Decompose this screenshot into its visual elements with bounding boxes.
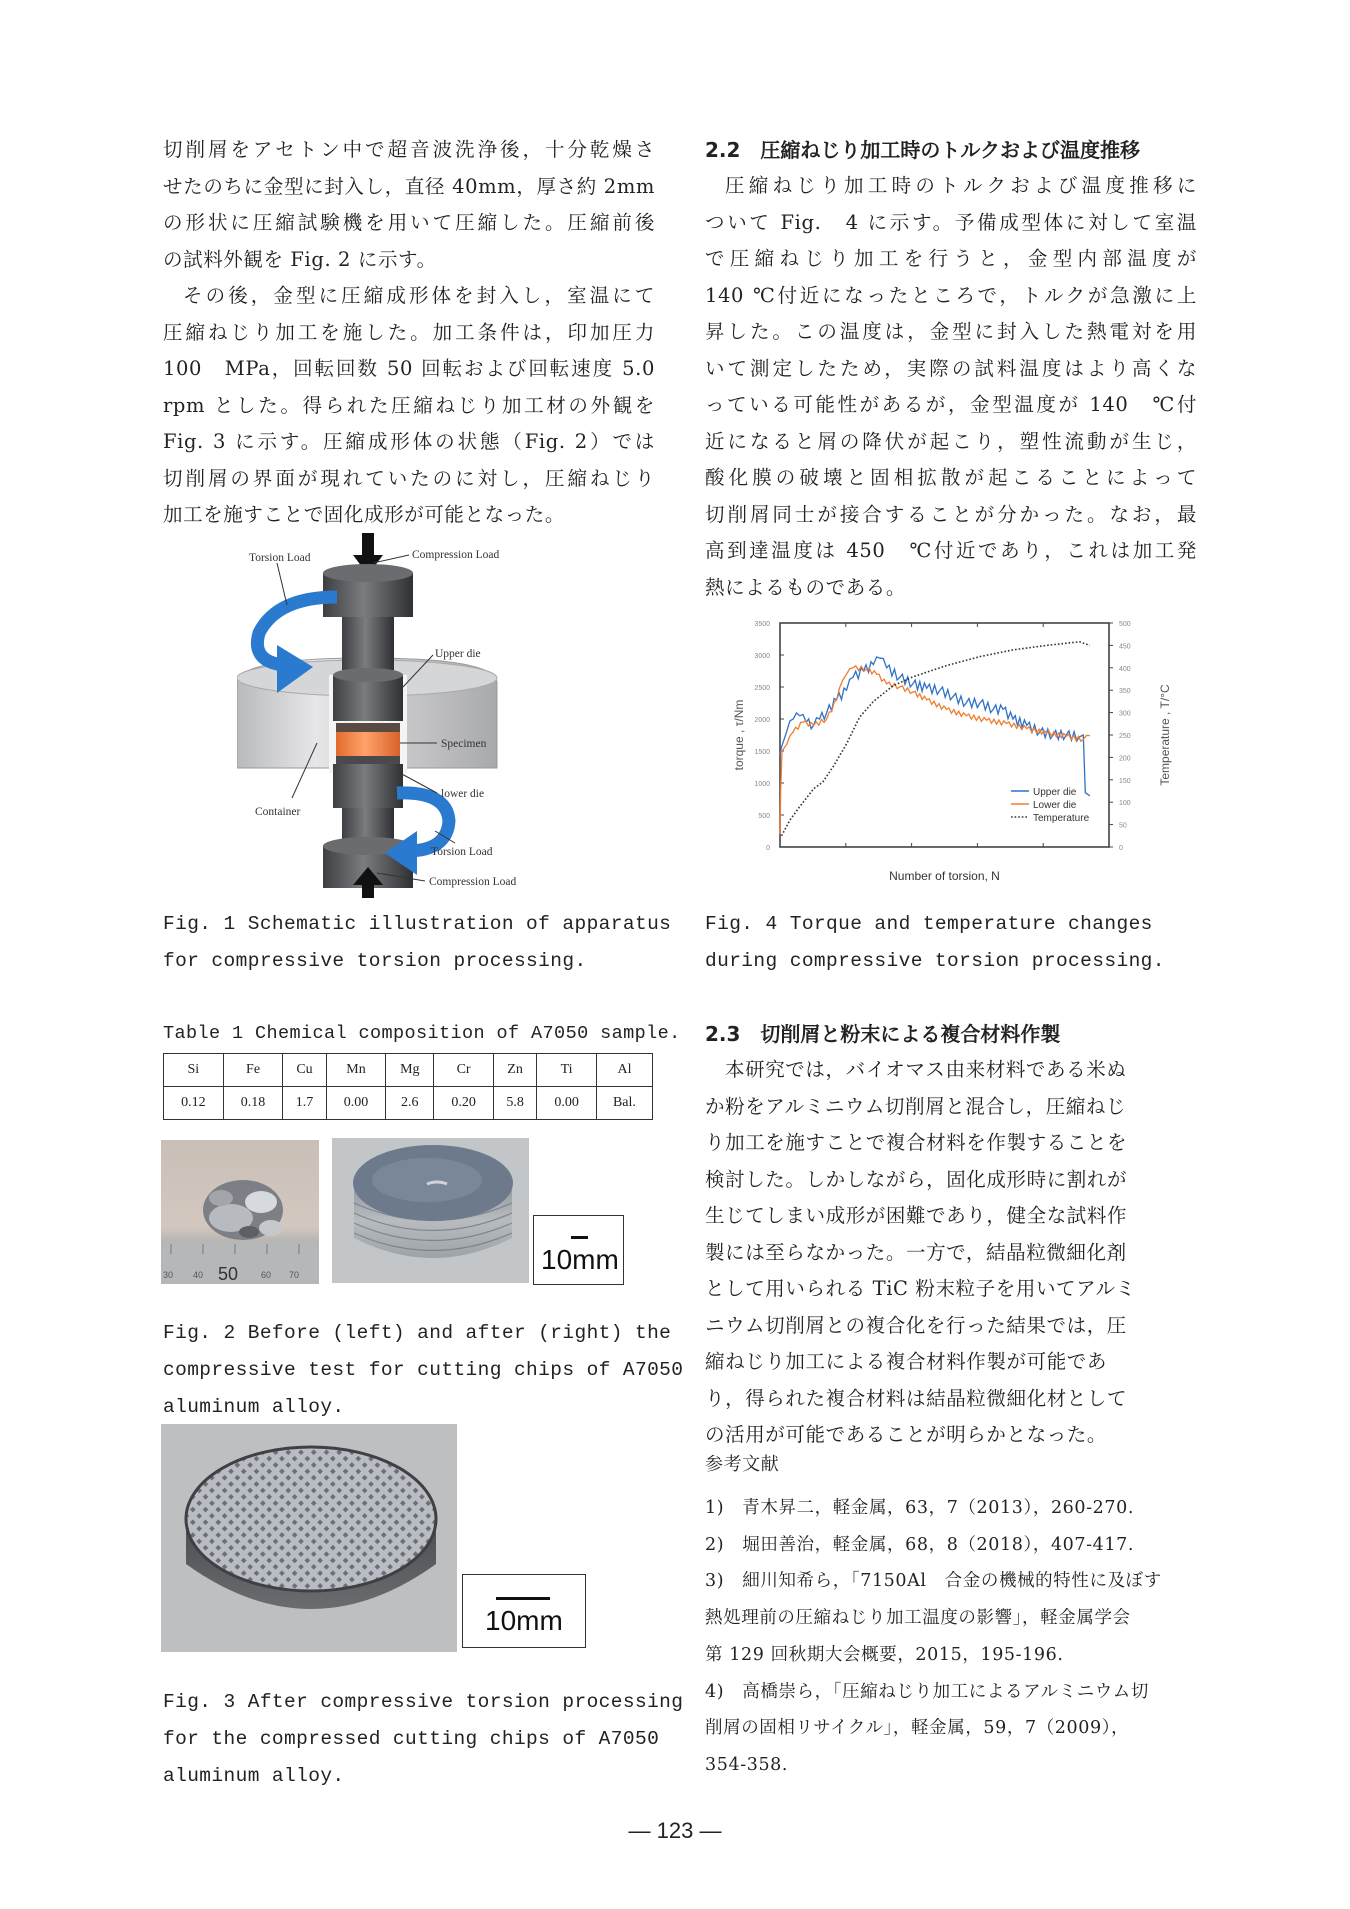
fig2-scale-bar xyxy=(533,1215,624,1285)
body-line: 切削屑をアセトン中で超音波洗浄後，十分乾燥さ xyxy=(163,138,655,161)
table-header-cell: Mg xyxy=(386,1054,434,1087)
compressed-disc-photo xyxy=(332,1138,529,1283)
label-lower-die: lower die xyxy=(441,788,485,800)
processed-disc-photo xyxy=(161,1424,457,1652)
reference-line: 削屑の固相リサイクル」，軽金属，59，7（2009）， xyxy=(705,1718,1130,1739)
body-line: ニウム切削屑との複合化を行った結果では，圧 xyxy=(705,1313,1127,1337)
table-header-cell: Cr xyxy=(434,1054,494,1087)
y2-tick-label: 50 xyxy=(1119,822,1127,830)
body-line: の試料外観を Fig. 2 に示す。 xyxy=(163,247,437,271)
body-line: り加工を施すことで複合材料を作製することを xyxy=(705,1131,1128,1154)
label-compression-load-bottom: Compression Load xyxy=(429,876,517,888)
table-header-row xyxy=(164,1054,653,1087)
ruler-label: 30 xyxy=(163,1270,174,1280)
body-line: 近になると屑の降伏が起こり，塑性流動が生じ， xyxy=(705,429,1197,453)
fig3-caption-line: Fig. 3 After compressive torsion processing xyxy=(163,1691,684,1713)
table-cell: 2.6 xyxy=(386,1087,434,1120)
y-tick-label: 2500 xyxy=(754,685,770,692)
upper-die xyxy=(333,668,403,721)
fig2-photo-after xyxy=(332,1138,529,1283)
section-heading-2-3: 2.3 切削屑と粉末による複合材料作製 xyxy=(705,1022,1061,1046)
body-line: rpm とした。得られた圧縮ねじり加工材の外観を xyxy=(163,393,655,417)
y-tick-label: 500 xyxy=(758,813,770,820)
fig3-photo xyxy=(161,1424,457,1652)
table1-caption-text: Table 1 Chemical composition of A7050 sample. xyxy=(163,1023,681,1044)
specimen xyxy=(336,723,400,764)
table-header-cell: Zn xyxy=(493,1054,536,1087)
body-line: の活用が可能であることが明らかとなった。 xyxy=(705,1423,1108,1446)
body-line: いて測定したため，実際の試料温度はより高くな xyxy=(705,356,1197,380)
table-cell: 5.8 xyxy=(493,1087,536,1120)
y2-tick-label: 350 xyxy=(1119,688,1131,696)
references-heading: 参考文献 xyxy=(705,1454,780,1475)
figure-4-chart xyxy=(725,612,1195,897)
body-line: 生じてしまい成形が困難であり，健全な試料作 xyxy=(705,1204,1128,1227)
y2-tick-label: 450 xyxy=(1119,643,1131,651)
y2-tick-label: 200 xyxy=(1119,755,1131,763)
body-line: 酸化膜の破壊と固相拡散が起こることによって xyxy=(705,466,1197,489)
y2-tick-label: 150 xyxy=(1119,777,1131,785)
y2-tick-label: 300 xyxy=(1119,710,1131,718)
table-cell: 0.20 xyxy=(434,1087,494,1120)
series-line-upper-die xyxy=(780,657,1090,796)
reference-line: 4) 高橋崇ら，「圧縮ねじり加工によるアルミニウム切 xyxy=(705,1681,1149,1702)
body-line: 100 MPa，回転回数 50 回転および回転速度 5.0 xyxy=(163,357,655,380)
fig3-scale-bar xyxy=(462,1574,586,1648)
scale-bar-line xyxy=(496,1597,550,1600)
table-cell: 0.00 xyxy=(537,1087,597,1120)
reference-line: 熱処理前の圧縮ねじり加工温度の影響」，軽金属学会 xyxy=(705,1608,1131,1629)
body-line: Fig. 3 に示す。圧縮成形体の状態（Fig. 2）では xyxy=(163,430,655,453)
apparatus-schematic xyxy=(237,533,597,898)
body-line: 切削屑同士が接合することが分かった。なお，最 xyxy=(705,502,1197,526)
y-axis-label: torque , τ/Nm xyxy=(732,699,746,771)
fig4-caption-line: during compressive torsion processing. xyxy=(705,950,1165,972)
label-compression-load-top: Compression Load xyxy=(412,549,500,561)
composition-table xyxy=(163,1053,653,1120)
legend-label: Lower die xyxy=(1033,800,1077,811)
y-tick-label: 1500 xyxy=(754,749,770,756)
body-line: 製には至らなかった。一方で，結晶粒微細化剤 xyxy=(705,1240,1127,1264)
body-line: 切削屑の界面が現れていたのに対し，圧縮ねじり xyxy=(163,466,655,490)
table-cell: 0.00 xyxy=(326,1087,386,1120)
label-upper-die: Upper die xyxy=(435,648,481,660)
body-line: ついて Fig. 4 に示す。予備成型体に対して室温 xyxy=(705,210,1197,234)
fig2-photo-before xyxy=(161,1140,319,1284)
table-header-cell: Si xyxy=(164,1054,224,1087)
section-heading-2-2: 2.2 圧縮ねじり加工時のトルクおよび温度推移 xyxy=(705,138,1141,162)
fig2-caption-line: Fig. 2 Before (left) and after (right) the xyxy=(163,1322,672,1344)
y2-tick-label: 400 xyxy=(1119,665,1131,673)
y-tick-label: 3000 xyxy=(754,653,770,660)
scale-bar-label: 10mm xyxy=(541,1244,619,1275)
table-header-cell: Al xyxy=(596,1054,652,1087)
label-torsion-load-top: Torsion Load xyxy=(249,552,311,564)
table-header-cell: Fe xyxy=(223,1054,283,1087)
fig2-caption-line: aluminum alloy. xyxy=(163,1396,345,1418)
ruler-label: 40 xyxy=(193,1270,204,1280)
body-line: せたのちに金型に封入し，直径 40mm，厚さ約 2mm xyxy=(163,174,655,198)
fig2-caption-line: compressive test for cutting chips of A7050 xyxy=(163,1359,684,1381)
label-specimen: Specimen xyxy=(441,738,487,750)
body-line: か粉をアルミニウム切削屑と混合し，圧縮ねじ xyxy=(705,1094,1127,1118)
figure-1-schematic xyxy=(237,533,597,898)
fig1-caption-line: Fig. 1 Schematic illustration of apparatus xyxy=(163,913,672,935)
reference-line: 3) 細川知希ら，「7150Al 合金の機械的特性に及ぼす xyxy=(705,1571,1162,1592)
ruler-label: 50 xyxy=(218,1264,239,1284)
reference-line: 第 129 回秋期大会概要，2015，195-196. xyxy=(705,1644,1064,1665)
cutting-chips-photo xyxy=(161,1140,319,1284)
y2-axis-label: Temperature , T/°C xyxy=(1158,684,1172,786)
scale-bar-label: 10mm xyxy=(485,1605,563,1636)
body-line: で圧縮ねじり加工を行うと，金型内部温度が xyxy=(705,247,1197,270)
y-tick-label: 3500 xyxy=(754,621,770,628)
fig3-caption-line: aluminum alloy. xyxy=(163,1765,345,1787)
label-container: Container xyxy=(255,806,301,818)
table-cell: 0.12 xyxy=(164,1087,224,1120)
y-tick-label: 1000 xyxy=(754,781,770,788)
y-tick-label: 2000 xyxy=(754,717,770,724)
y-tick-label: 0 xyxy=(766,845,770,852)
legend-label: Upper die xyxy=(1033,787,1077,798)
y2-tick-label: 500 xyxy=(1119,621,1131,628)
table-cell: Bal. xyxy=(596,1087,652,1120)
body-line: その後，金型に圧縮成形体を封入し，室温にて xyxy=(183,284,655,307)
label-torsion-load-bottom: Torsion Load xyxy=(431,846,493,858)
body-line: 圧縮ねじり加工を施した。加工条件は，印加圧力 xyxy=(163,320,655,344)
reference-line: 2) 堀田善治，軽金属，68，8（2018），407-417. xyxy=(705,1534,1135,1555)
body-line: 熱によるものである。 xyxy=(705,575,907,599)
y2-tick-label: 250 xyxy=(1119,733,1131,740)
table-header-cell: Cu xyxy=(283,1054,326,1087)
page-number: ― 123 ― xyxy=(628,1818,722,1843)
table-header-cell: Ti xyxy=(537,1054,597,1087)
table-header-cell: Mn xyxy=(326,1054,386,1087)
legend-label: Temperature xyxy=(1033,813,1090,824)
fig4-caption-line: Fig. 4 Torque and temperature changes xyxy=(705,913,1153,935)
torque-temperature-chart xyxy=(725,612,1195,897)
table-cell: 0.18 xyxy=(223,1087,283,1120)
y2-tick-label: 0 xyxy=(1119,845,1123,852)
scale-bar-line xyxy=(571,1236,588,1239)
fig1-caption-line: for compressive torsion processing. xyxy=(163,950,587,972)
body-line: 縮ねじり加工による複合材料作製が可能であ xyxy=(705,1350,1108,1373)
body-line: っている可能性があるが，金型温度が 140 ℃付 xyxy=(705,393,1197,416)
body-line: 高到達温度は 450 ℃付近であり，これは加工発 xyxy=(705,539,1197,562)
body-line: 昇した。この温度は，金型に封入した熱電対を用 xyxy=(705,320,1197,343)
body-line: の形状に圧縮試験機を用いて圧縮した。圧縮前後 xyxy=(163,211,655,234)
body-line: として用いられる TiC 粉末粒子を用いてアルミ xyxy=(705,1277,1136,1300)
body-line: 140 ℃付近になったところで，トルクが急激に上 xyxy=(705,283,1197,307)
y2-tick-label: 100 xyxy=(1119,800,1131,808)
reference-line: 354-358. xyxy=(705,1754,789,1775)
fig3-caption-line: for the compressed cutting chips of A7050 xyxy=(163,1728,660,1750)
body-line: り，得られた複合材料は結晶粒微細化材として xyxy=(705,1386,1128,1410)
table-cell: 1.7 xyxy=(283,1087,326,1120)
reference-line: 1) 青木昇二，軽金属，63，7（2013），260-270. xyxy=(705,1498,1135,1518)
ruler-label: 70 xyxy=(289,1270,300,1280)
table-row xyxy=(164,1087,653,1120)
body-line: 検討した。しかしながら，固化成形時に割れが xyxy=(705,1167,1128,1191)
ruler-label: 60 xyxy=(261,1270,272,1280)
body-line: 圧縮ねじり加工時のトルクおよび温度推移に xyxy=(725,174,1197,197)
body-line: 加工を施すことで固化成形が可能となった。 xyxy=(163,503,566,526)
x-axis-label: Number of torsion, N xyxy=(889,869,1000,883)
body-line: 本研究では，バイオマス由来材料である米ぬ xyxy=(725,1058,1127,1081)
